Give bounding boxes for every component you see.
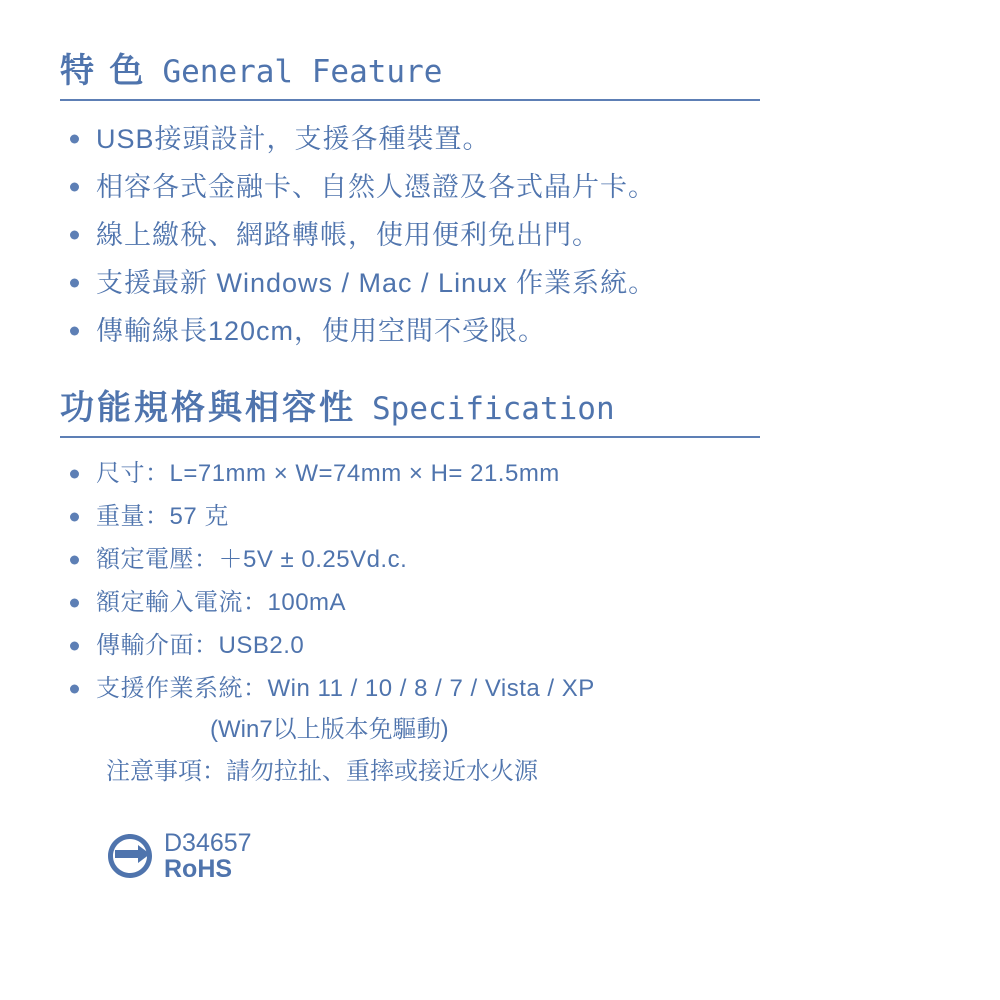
section-heading-general-feature (60, 52, 940, 91)
list-item-label: 額定輸入電流：100mA (96, 588, 347, 616)
specification-list (60, 452, 940, 710)
list-item-label: 支援作業系統：Win 11 / 10 / 8 / 7 / Vista / XP (96, 674, 595, 702)
bullet-dot-icon (70, 327, 79, 336)
list-item (60, 667, 940, 710)
rohs-code: D34657 (164, 829, 252, 858)
bullet-dot-icon (70, 641, 79, 650)
bullet-dot-icon (70, 555, 79, 564)
bullet-dot-icon (70, 512, 79, 521)
list-item (60, 307, 940, 355)
list-item (60, 538, 940, 581)
list-item (60, 211, 940, 259)
list-item-label: 額定電壓：＋5V ± 0.25Vd.c. (96, 545, 408, 573)
list-item-label: 傳輸線長120cm，使用空間不受限。 (96, 315, 547, 346)
list-item (60, 581, 940, 624)
list-item-label: 重量：57 克 (96, 502, 229, 530)
section-divider (60, 436, 760, 438)
section-divider (60, 99, 760, 101)
general-feature-list (60, 115, 940, 355)
section-heading-zh: 功能規格與相容性 (60, 389, 356, 428)
list-item-label: 線上繳稅、網路轉帳，使用便利免出門。 (96, 219, 600, 250)
rohs-label: RoHS (164, 855, 233, 884)
section-spacer (60, 355, 940, 389)
section-heading-zh: 特 色 (60, 52, 147, 90)
rohs-compliance-mark (104, 830, 940, 883)
rohs-text-block (164, 830, 252, 883)
section-heading-en: Specification (372, 391, 615, 428)
bullet-dot-icon (70, 135, 79, 144)
list-item (60, 495, 940, 538)
bullet-dot-icon (70, 231, 79, 240)
list-item (60, 259, 940, 307)
caution-note: 注意事項：請勿拉扯、重摔或接近水火源 (106, 758, 538, 786)
section-heading-specification (60, 389, 940, 428)
list-item-label: 相容各式金融卡、自然人憑證及各式晶片卡。 (96, 171, 656, 202)
list-item-label: USB接頭設計，支援各種裝置。 (96, 123, 491, 154)
list-item-label: 尺寸：L=71mm × W=74mm × H= 21.5mm (96, 459, 560, 487)
list-item (60, 452, 940, 495)
bullet-dot-icon (70, 598, 79, 607)
bullet-dot-icon (70, 279, 79, 288)
rohs-arrow-icon (104, 830, 156, 882)
list-item (60, 624, 940, 667)
section-heading-en: General Feature (162, 54, 443, 90)
list-item-label: 支援最新 Windows / Mac / Linux 作業系統。 (96, 267, 657, 298)
bullet-dot-icon (70, 684, 79, 693)
bullet-dot-icon (70, 469, 79, 478)
list-item (60, 115, 940, 163)
list-item-label: 傳輸介面：USB2.0 (96, 631, 305, 659)
bullet-dot-icon (70, 183, 79, 192)
list-item (60, 163, 940, 211)
os-support-subnote: (Win7以上版本免驅動) (210, 716, 449, 744)
